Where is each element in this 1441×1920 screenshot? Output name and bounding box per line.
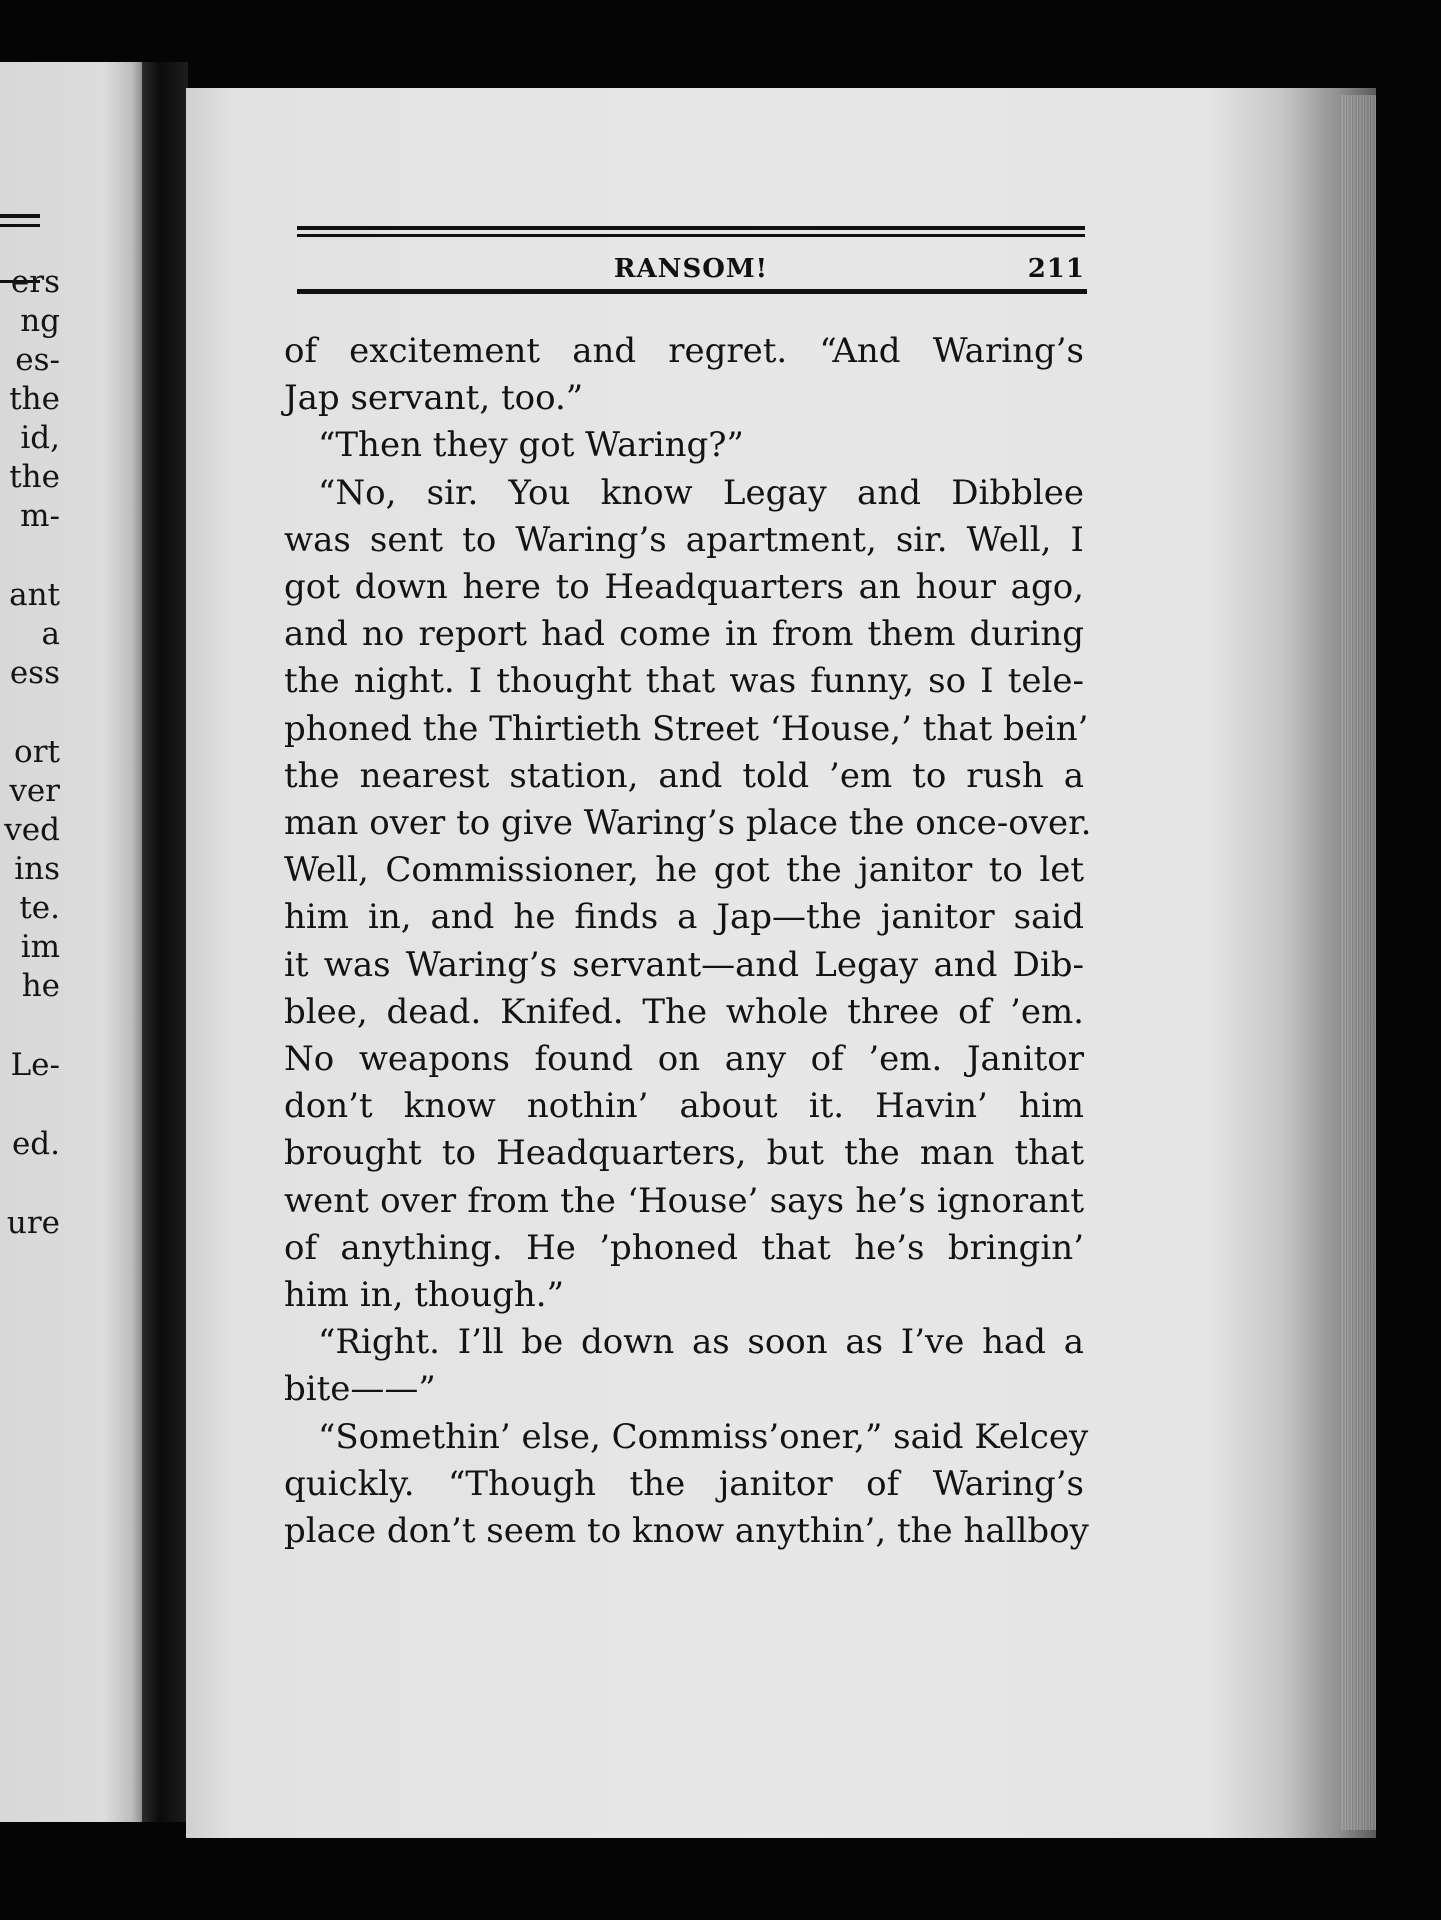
left-page-fragment: Le- [10, 1047, 60, 1083]
left-page-fragment: ess [9, 655, 60, 691]
text-line: was sent to Waring’s apartment, sir. Well, I [284, 519, 1084, 560]
text-line: brought to Headquarters, but the man that [284, 1133, 1084, 1174]
paragraph [284, 1414, 1089, 1556]
text-line: blee, dead. Knifed. The whole three of ’em. [284, 991, 1084, 1032]
text-line: him in, and he finds a Jap—the janitor said [284, 897, 1084, 938]
text-line: the nearest station, and told ’em to rush a [284, 755, 1084, 796]
text-line: “Right. I’ll be down as soon as I’ve had a [318, 1322, 1084, 1363]
left-page-fragment: ure [6, 1205, 60, 1241]
text-line: him in, though.” [284, 1275, 564, 1316]
left-page-fragment: m- [20, 498, 60, 534]
left-page-fragment: id, [20, 420, 60, 456]
text-line: don’t know nothin’ about it. Havin’ him [284, 1086, 1084, 1127]
page-number: 211 [1027, 254, 1085, 284]
text-line: of excitement and regret. “And Waring’s [284, 331, 1084, 371]
left-page-fragment: he [21, 968, 60, 1004]
paragraph [284, 422, 1084, 469]
left-facing-page [0, 62, 150, 1822]
left-page-fragment: ed. [11, 1126, 60, 1162]
text-line: the night. I thought that was funny, so I tele- [284, 661, 1084, 702]
left-page-rule [0, 224, 40, 227]
page-edge [1340, 95, 1376, 1830]
paragraph [284, 328, 1084, 422]
left-page-fragment: a [41, 616, 60, 652]
paragraph [284, 470, 1092, 1320]
text-line: phoned the Thirtieth Street ‘House,’ that bein’ [284, 708, 1089, 749]
text-line: place don’t seem to know anythin’, the hallboy [284, 1511, 1089, 1552]
left-page-fragment: the [9, 459, 60, 495]
text-line: quickly. “Though the janitor of Waring’s [284, 1463, 1084, 1504]
text-line: “No, sir. You know Legay and Dibblee [318, 472, 1084, 513]
text-line: man over to give Waring’s place the once-over. [284, 803, 1092, 844]
running-head-title: RANSOM! [613, 254, 769, 284]
text-line: Well, Commissioner, he got the janitor to let [284, 850, 1084, 891]
paragraph [284, 1319, 1084, 1413]
text-line: it was Waring’s servant—and Legay and Dib- [284, 944, 1084, 985]
text-line: of anything. He ’phoned that he’s bringin’ [284, 1227, 1084, 1268]
text-line: “Then they got Waring?” [318, 425, 744, 466]
left-page-fragment: ant [9, 577, 60, 613]
left-page-fragment: ers [10, 264, 60, 300]
left-page-fragment: im [20, 929, 60, 965]
left-page-fragment: es- [15, 342, 60, 378]
text-line: “Somethin’ else, Commiss’oner,” said Kelcey [318, 1416, 1089, 1457]
left-page-fragment: ng [20, 303, 60, 339]
text-line: and no report had come in from them during [284, 614, 1084, 655]
text-line: Jap servant, too.” [284, 378, 584, 419]
left-page-fragment: te. [19, 890, 60, 926]
body-text [284, 328, 1092, 1555]
running-head [297, 254, 1085, 288]
text-line: No weapons found on any of ’em. Janitor [284, 1039, 1084, 1080]
left-page-fragment: ved [4, 812, 60, 848]
text-line: got down here to Headquarters an hour ago, [284, 567, 1084, 608]
left-page-rule [0, 214, 40, 218]
header-double-rule [297, 226, 1085, 240]
left-page-fragment: ver [9, 773, 60, 809]
text-line: bite——” [284, 1369, 436, 1410]
text-line: went over from the ‘House’ says he’s ignorant [284, 1180, 1084, 1221]
book-gutter [142, 62, 188, 1822]
header-bottom-rule [297, 289, 1087, 294]
left-page-fragment: ort [14, 734, 60, 770]
left-page-fragment: ins [14, 851, 60, 887]
left-page-fragment: the [9, 381, 60, 417]
